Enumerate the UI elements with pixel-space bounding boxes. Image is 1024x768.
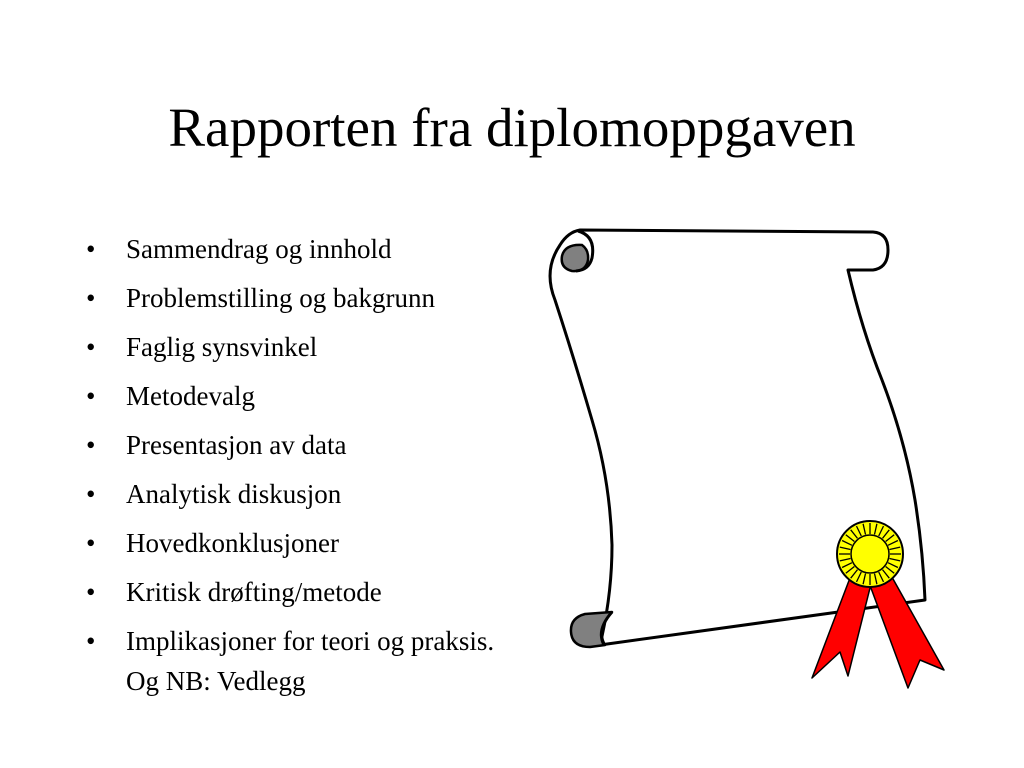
list-item bbox=[84, 621, 504, 701]
seal-inner bbox=[851, 535, 889, 573]
list-item-text: Kritisk drøfting/metode bbox=[126, 577, 382, 607]
list-item bbox=[84, 572, 504, 612]
diploma-scroll-with-ribbon-icon bbox=[536, 220, 946, 690]
bullet-icon: • bbox=[86, 234, 96, 264]
bullet-icon: • bbox=[86, 430, 96, 460]
list-item bbox=[84, 425, 504, 465]
list-item bbox=[84, 278, 504, 318]
list-item-text: Implikasjoner for teori og praksis. Og NB: Vedlegg bbox=[126, 626, 495, 696]
list-item-text: Problemstilling og bakgrunn bbox=[126, 283, 435, 313]
list-item bbox=[84, 376, 504, 416]
list-item-text: Faglig synsvinkel bbox=[126, 332, 318, 362]
list-item-text: Hovedkonklusjoner bbox=[126, 528, 339, 558]
bullet-icon: • bbox=[86, 577, 96, 607]
bullet-icon: • bbox=[86, 283, 96, 313]
list-item bbox=[84, 474, 504, 514]
bullet-icon: • bbox=[86, 381, 96, 411]
list-item bbox=[84, 523, 504, 563]
list-item-text: Analytisk diskusjon bbox=[126, 479, 342, 509]
list-item-text: Presentasjon av data bbox=[126, 430, 347, 460]
bullet-icon: • bbox=[86, 528, 96, 558]
list-item-text: Sammendrag og innhold bbox=[126, 234, 392, 264]
bullet-icon: • bbox=[86, 332, 96, 362]
list-item bbox=[84, 327, 504, 367]
bullet-icon: • bbox=[86, 479, 96, 509]
seal-icon bbox=[837, 521, 903, 587]
list-item bbox=[84, 229, 504, 269]
list-item-text: Metodevalg bbox=[126, 381, 255, 411]
slide-title: Rapporten fra diplomoppgaven bbox=[168, 97, 856, 158]
bullet-icon: • bbox=[86, 626, 96, 656]
bullet-list bbox=[84, 229, 504, 710]
